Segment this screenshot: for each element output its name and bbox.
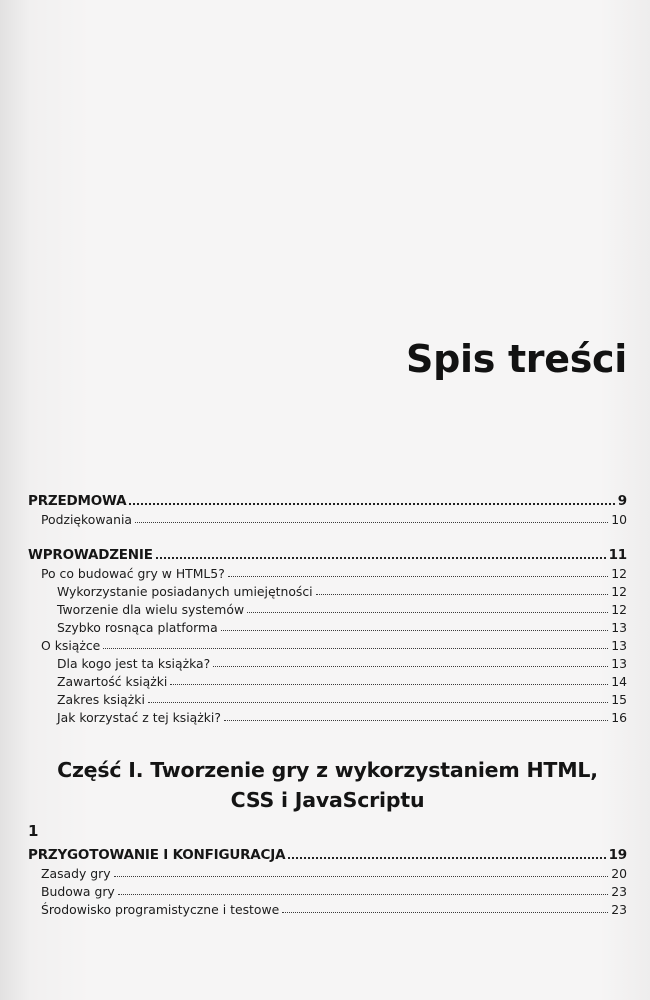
toc-page-number: 20: [611, 866, 627, 881]
chapter-number: 1: [28, 822, 39, 840]
part-heading-line2: CSS i JavaScriptu: [230, 788, 425, 812]
dot-leader: [118, 882, 608, 896]
toc-subentry[interactable]: [57, 600, 627, 618]
toc-chapter-1[interactable]: [28, 845, 627, 863]
dot-leader: [224, 708, 608, 722]
toc-entry[interactable]: [41, 636, 627, 654]
toc-entry-label: Środowisko programistyczne i testowe: [41, 902, 280, 917]
toc-page-number: 11: [608, 547, 627, 563]
dot-leader: [114, 864, 609, 878]
toc-page-number: 16: [611, 710, 627, 725]
toc-subentry[interactable]: [57, 654, 627, 672]
toc-page-number: 12: [611, 566, 627, 581]
toc-entry-label: Po co budować gry w HTML5?: [41, 566, 225, 581]
toc-entry-label: Jak korzystać z tej książki?: [57, 710, 221, 725]
toc-page-number: 13: [611, 656, 627, 671]
toc-subentry[interactable]: [57, 690, 627, 708]
toc-entry-label: Podziękowania: [41, 512, 132, 527]
toc-chapter-label: PRZEDMOWA: [28, 493, 127, 509]
toc-chapter-label: WPROWADZENIE: [28, 547, 153, 563]
dot-leader: [316, 582, 609, 596]
toc-entry-label: Zawartość książki: [57, 674, 168, 689]
dot-leader: [170, 672, 608, 686]
part-heading-line1: Część I. Tworzenie gry z wykorzystaniem HTML,: [57, 758, 598, 782]
toc-entry[interactable]: [41, 864, 627, 882]
toc-page-number: 9: [617, 493, 627, 509]
toc-entry[interactable]: [41, 900, 627, 918]
toc-entry-label: Budowa gry: [41, 884, 115, 899]
toc-entry[interactable]: [41, 882, 627, 900]
toc-page-number: 15: [611, 692, 627, 707]
dot-leader: [213, 654, 608, 668]
toc-subentry[interactable]: [57, 582, 627, 600]
toc-page-number: 23: [611, 902, 627, 917]
toc-page-number: 19: [608, 847, 627, 863]
dot-leader: [135, 510, 608, 524]
page-title: Spis treści: [406, 337, 627, 381]
dot-leader: [148, 690, 608, 704]
toc-page-number: 13: [611, 620, 627, 635]
toc-entry-label: Wykorzystanie posiadanych umiejętności: [57, 584, 313, 599]
toc-entry-label: Zasady gry: [41, 866, 111, 881]
toc-chapter-label: PRZYGOTOWANIE I KONFIGURACJA: [28, 847, 286, 863]
dot-leader: [156, 545, 606, 559]
toc-chapter-intro[interactable]: [28, 545, 627, 563]
toc-entry[interactable]: [41, 510, 627, 528]
toc-page-number: 12: [611, 602, 627, 617]
dot-leader: [228, 564, 608, 578]
dot-leader: [103, 636, 608, 650]
toc-page-number: 10: [611, 512, 627, 527]
dot-leader: [221, 618, 609, 632]
toc-page-number: 14: [611, 674, 627, 689]
toc-page-number: 12: [611, 584, 627, 599]
toc-subentry[interactable]: [57, 618, 627, 636]
toc-entry-label: Zakres książki: [57, 692, 145, 707]
dot-leader: [282, 900, 608, 914]
toc-entry-label: Dla kogo jest ta książka?: [57, 656, 211, 671]
toc-entry-label: Tworzenie dla wielu systemów: [57, 602, 245, 617]
toc-subentry[interactable]: [57, 672, 627, 690]
toc-chapter-preface[interactable]: [28, 491, 627, 509]
dot-leader: [247, 600, 608, 614]
toc-page-number: 23: [611, 884, 627, 899]
toc-entry-label: O książce: [41, 638, 101, 653]
toc-page-number: 13: [611, 638, 627, 653]
toc-entry[interactable]: [41, 564, 627, 582]
toc-subentry[interactable]: [57, 708, 627, 726]
toc-entry-label: Szybko rosnąca platforma: [57, 620, 218, 635]
dot-leader: [129, 491, 614, 505]
dot-leader: [288, 845, 605, 859]
